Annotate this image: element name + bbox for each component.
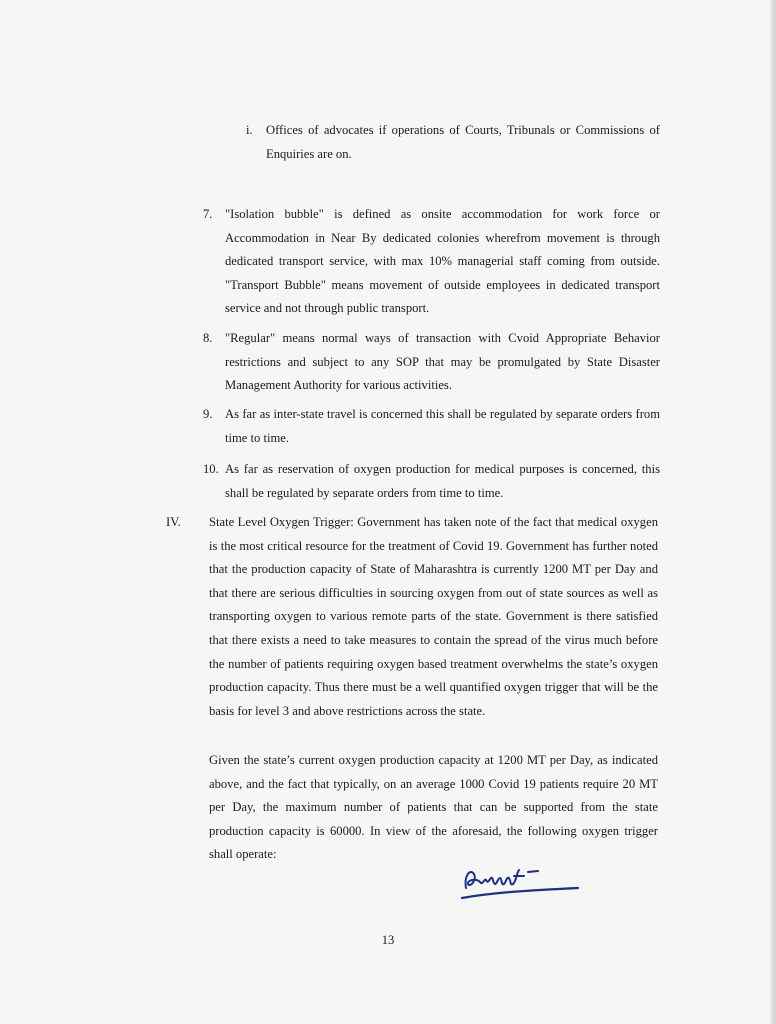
item-9-text: As far as inter-state travel is concerned this shall be regulated by separate orders from time to time. [225,407,660,445]
item-9-label: 9. [203,407,213,421]
item-8-label: 8. [203,331,213,345]
item-7-label: 7. [203,207,213,221]
page-edge [770,0,776,1024]
item-10-label: 10. [203,462,219,476]
signature-image [456,858,586,908]
signature-underline [462,888,578,898]
item-i-text: Offices of advocates if operations of Courts, Tribunals or Commissions of Enquiries are on. [266,123,660,161]
section-iv-label: IV. [166,515,181,529]
section-iv-text: State Level Oxygen Trigger: Government has taken note of the fact that medical oxygen is the most critical resource for the treatment of Covid 19. Government has further noted that the production capacity of State of Maharashtra is currently 1200 MT per Day and that there are serious difficulties in sourcing oxygen from out of state sources as well as transporting oxygen to various remote parts of the state. Government is there satisfied that there exists a need to take measures to contain the spread of the virus much before the number of patients requiring oxygen based treatment overwhelms the state’s oxygen production capacity. Thus there must be a well quantified oxygen trigger that will be the basis for level 3 and above restrictions across the state. [209,515,658,718]
oxygen-trigger-paragraph: Given the state’s current oxygen production capacity at 1200 MT per Day, as indicated above, and the fact that typically, on an average 1000 Covid 19 patients require 20 MT per Day, the maximum number of patients that can be supported from the state production capacity is 60000. In view of the aforesaid, the following oxygen trigger shall operate: [209,753,658,862]
item-7-text: "Isolation bubble" is defined as onsite accommodation for work force or Accommodation in Near By dedicated colonies wherefrom movement is through dedicated transport service, with max 10% managerial staff coming from outside. "Transport Bubble" means movement of outside employees in dedicated transport service and not through public transport. [225,207,660,316]
item-8-text: "Regular" means normal ways of transaction with Cvoid Appropriate Behavior restrictions and subject to any SOP that may be promulgated by State Disaster Management Authority for various activities. [225,331,660,393]
signature-stroke [466,870,538,888]
item-i-label: i. [246,123,253,137]
item-10-text: As far as reservation of oxygen production for medical purposes is concerned, this shall be regulated by separate orders from time to time. [225,462,660,500]
page-number: 13 [381,933,395,947]
